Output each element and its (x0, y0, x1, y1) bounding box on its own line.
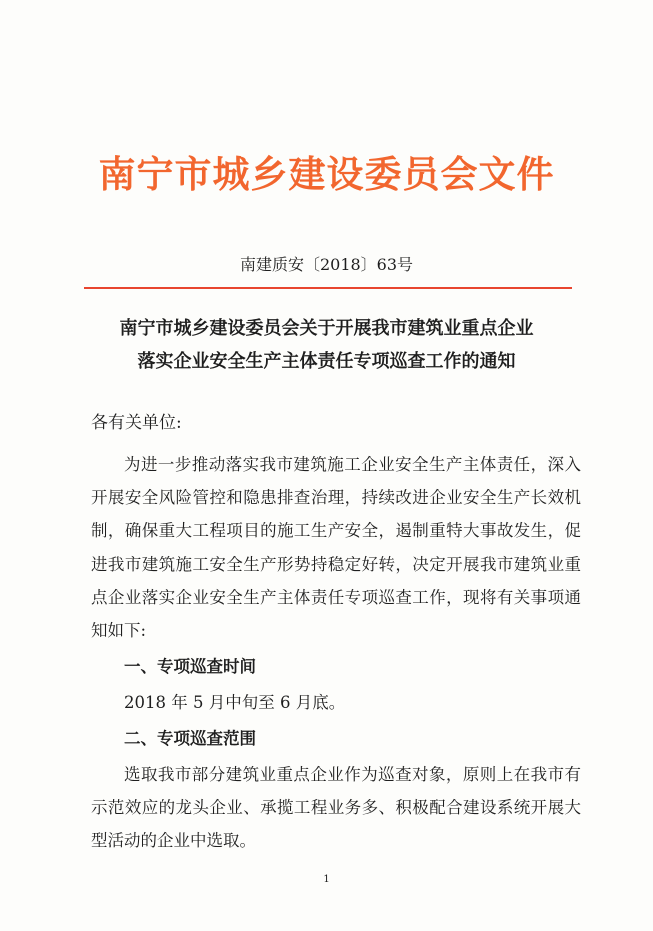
intro-paragraph: 为进一步推动落实我市建筑施工企业安全生产主体责任，深入开展安全风险管控和隐患排查治理，持续改进企业安全生产长效机制，确保重大工程项目的施工生产安全，遏制重特大事故发生，促进我市建筑施工安全生产形势持稳定好转，决定开展我市建筑业重点企业落实企业安全生产主体责任专项巡查工作，现将有关事项通知如下: (91, 455, 581, 641)
section-2-text: 选取我市部分建筑业重点企业作为巡查对象，原则上在我市有示范效应的龙头企业、承揽工程业务多、积极配合建设系统开展大型活动的企业中选取。 (91, 765, 581, 851)
notice-title-line-2: 落实企业安全生产主体责任专项巡查工作的通知 (137, 351, 516, 372)
section-1-heading: 一、专项巡查时间 (124, 657, 256, 676)
document-number: 南建质安〔2018〕63号 (239, 255, 414, 274)
notice-title (60, 312, 593, 378)
red-divider-line (84, 287, 572, 289)
salutation: 各有关单位: (91, 413, 182, 433)
section-2-heading: 二、专项巡查范围 (124, 729, 256, 748)
page-number: 1 (323, 874, 330, 885)
notice-title-line-1: 南宁市城乡建设委员会关于开展我市建筑业重点企业 (119, 318, 534, 339)
masthead-title: 南宁市城乡建设委员会文件 (98, 152, 555, 196)
section-1-text: 2018 年 5 月中旬至 6 月底。 (124, 693, 346, 712)
